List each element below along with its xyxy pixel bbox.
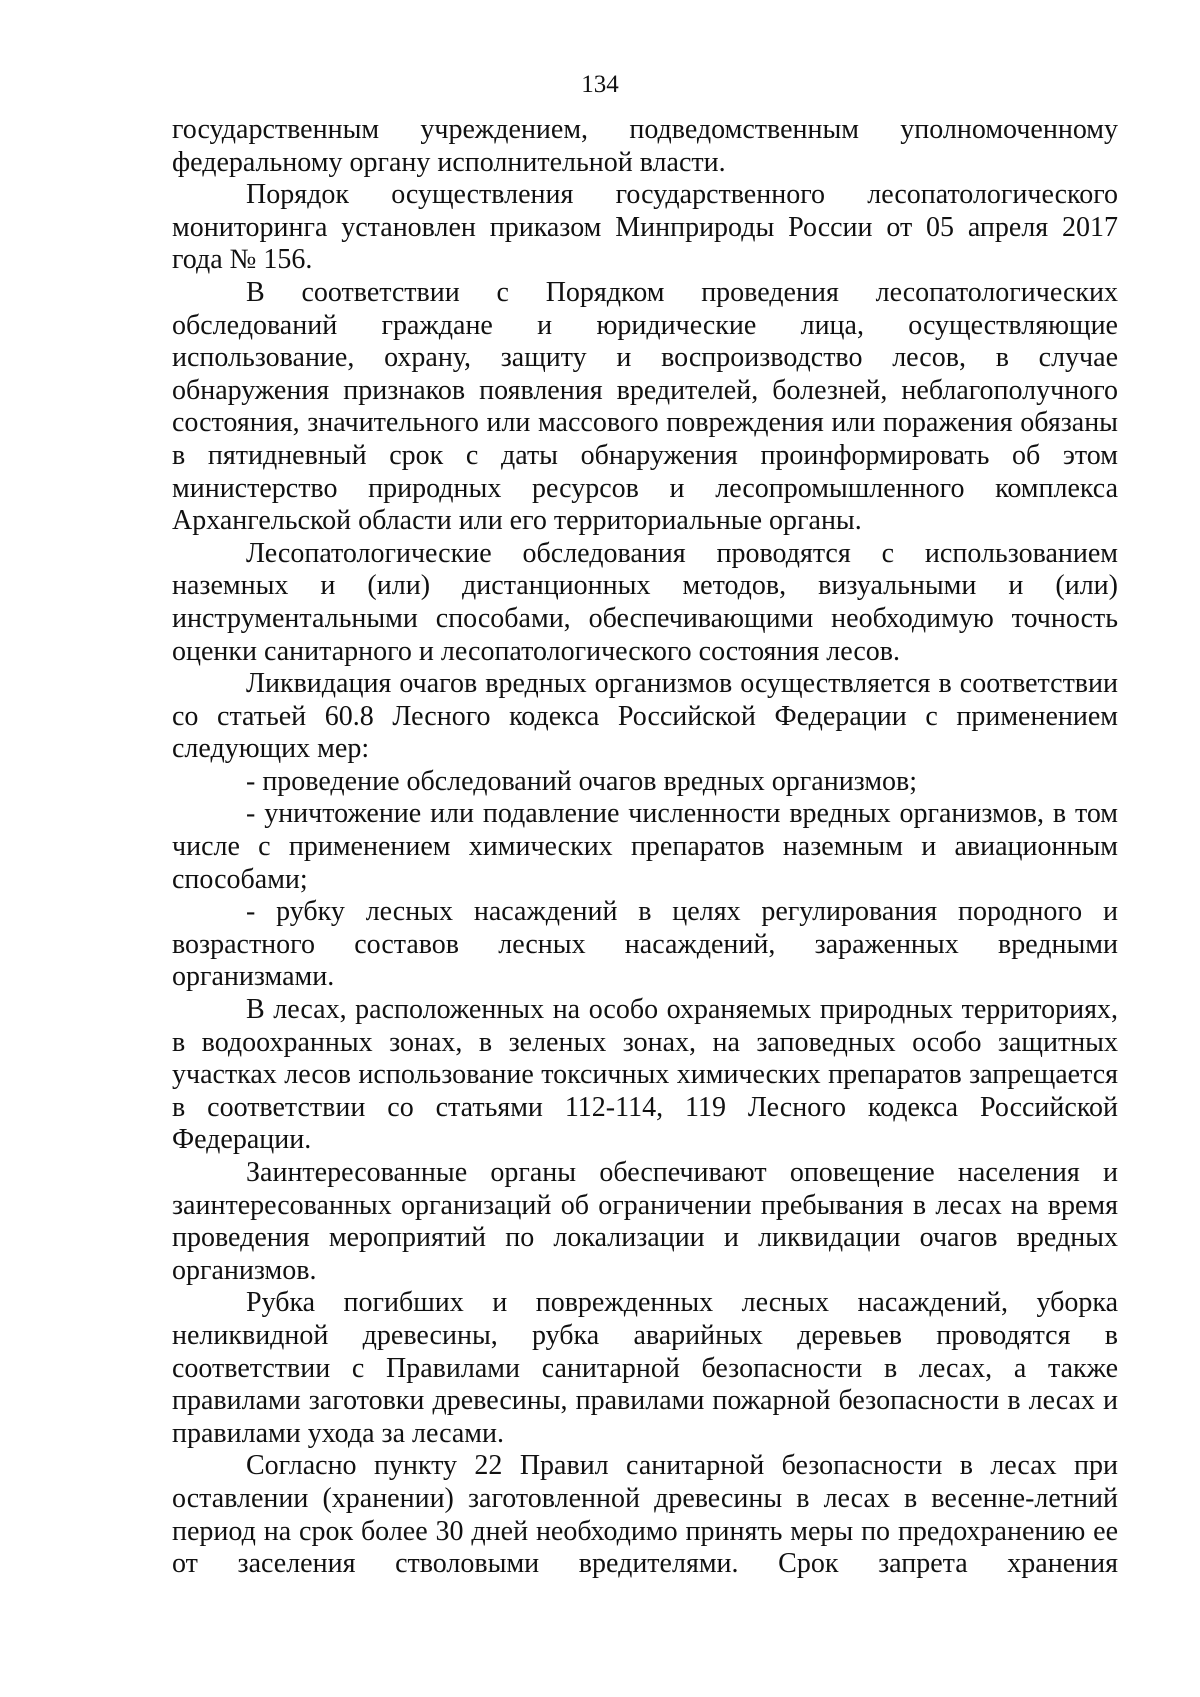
document-body (172, 114, 1118, 1581)
paragraph-monitoring-order: Порядок осуществления государственного лесопатологического мониторинга установлен приказом Минприроды России от 05 апреля 2017 года № 156. (172, 179, 1118, 276)
paragraph-sanitary-felling: Рубка погибших и поврежденных лесных насаждений, уборка неликвидной древесины, рубка аварийных деревьев проводятся в соответствии с Правилами санитарной безопасности в лесах, а также правилами заготовки древесины, правилами пожарной безопасности в лесах и правилами ухода за лесами. (172, 1287, 1118, 1449)
paragraph-liquidation-measures: Ликвидация очагов вредных организмов осуществляется в соответствии со статьей 60.8 Лесного кодекса Российской Федерации с применением следующих мер: (172, 668, 1118, 765)
paragraph-survey-methods: Лесопатологические обследования проводятся с использованием наземных и (или) дистанционных методов, визуальными и (или) инструментальными способами, обеспечивающими необходимую точность оценки санитарного и лесопатологического состояния лесов. (172, 537, 1118, 667)
list-item-surveys: - проведение обследований очагов вредных организмов; (246, 765, 918, 797)
paragraph-timber-storage: Согласно пункту 22 Правил санитарной безопасности в лесах при оставлении (хранении) заготовленной древесины в лесах в весенне-летний период на срок более 30 дней необходимо принять меры по предохранению ее от заселения стволовыми вредителями. Срок запрета хранения (172, 1450, 1118, 1580)
paragraph-public-notification: Заинтересованные органы обеспечивают оповещение населения и заинтересованных организаций об ограничении пребывания в лесах на время проведения мероприятий по локализации и ликвидации очагов вредных организмов. (172, 1157, 1118, 1286)
list-item-felling: - рубку лесных насаждений в целях регулирования породного и возрастного составов лесных насаждений, зараженных вредными организмами. (172, 896, 1118, 993)
paragraph-protected-areas: В лесах, расположенных на особо охраняемых природных территориях, в водоохранных зонах, в зеленых зонах, на заповедных особо защитных участках лесов использование токсичных химических препаратов запрещается в соответствии со статьями 112-114, 119 Лесного кодекса Российской Федерации. (172, 994, 1118, 1156)
page-number: 134 (581, 71, 619, 98)
paragraph-continuation: государственным учреждением, подведомственным уполномоченному федеральному органу исполнительной власти. (172, 114, 1118, 178)
list-item-destruction: - уничтожение или подавление численности вредных организмов, в том числе с применением химических препаратов наземным и авиационным способами; (172, 798, 1118, 895)
paragraph-survey-obligations: В соответствии с Порядком проведения лесопатологических обследований граждане и юридические лица, осуществляющие использование, охрану, защиту и воспроизводство лесов, в случае обнаружения признаков появления вредителей, болезней, неблагополучного состояния, значительного или массового повреждения или поражения обязаны в пятидневный срок с даты обнаружения проинформировать об этом министерство природных ресурсов и лесопромышленного комплекса Архангельской области или его территориальные органы. (172, 276, 1118, 537)
